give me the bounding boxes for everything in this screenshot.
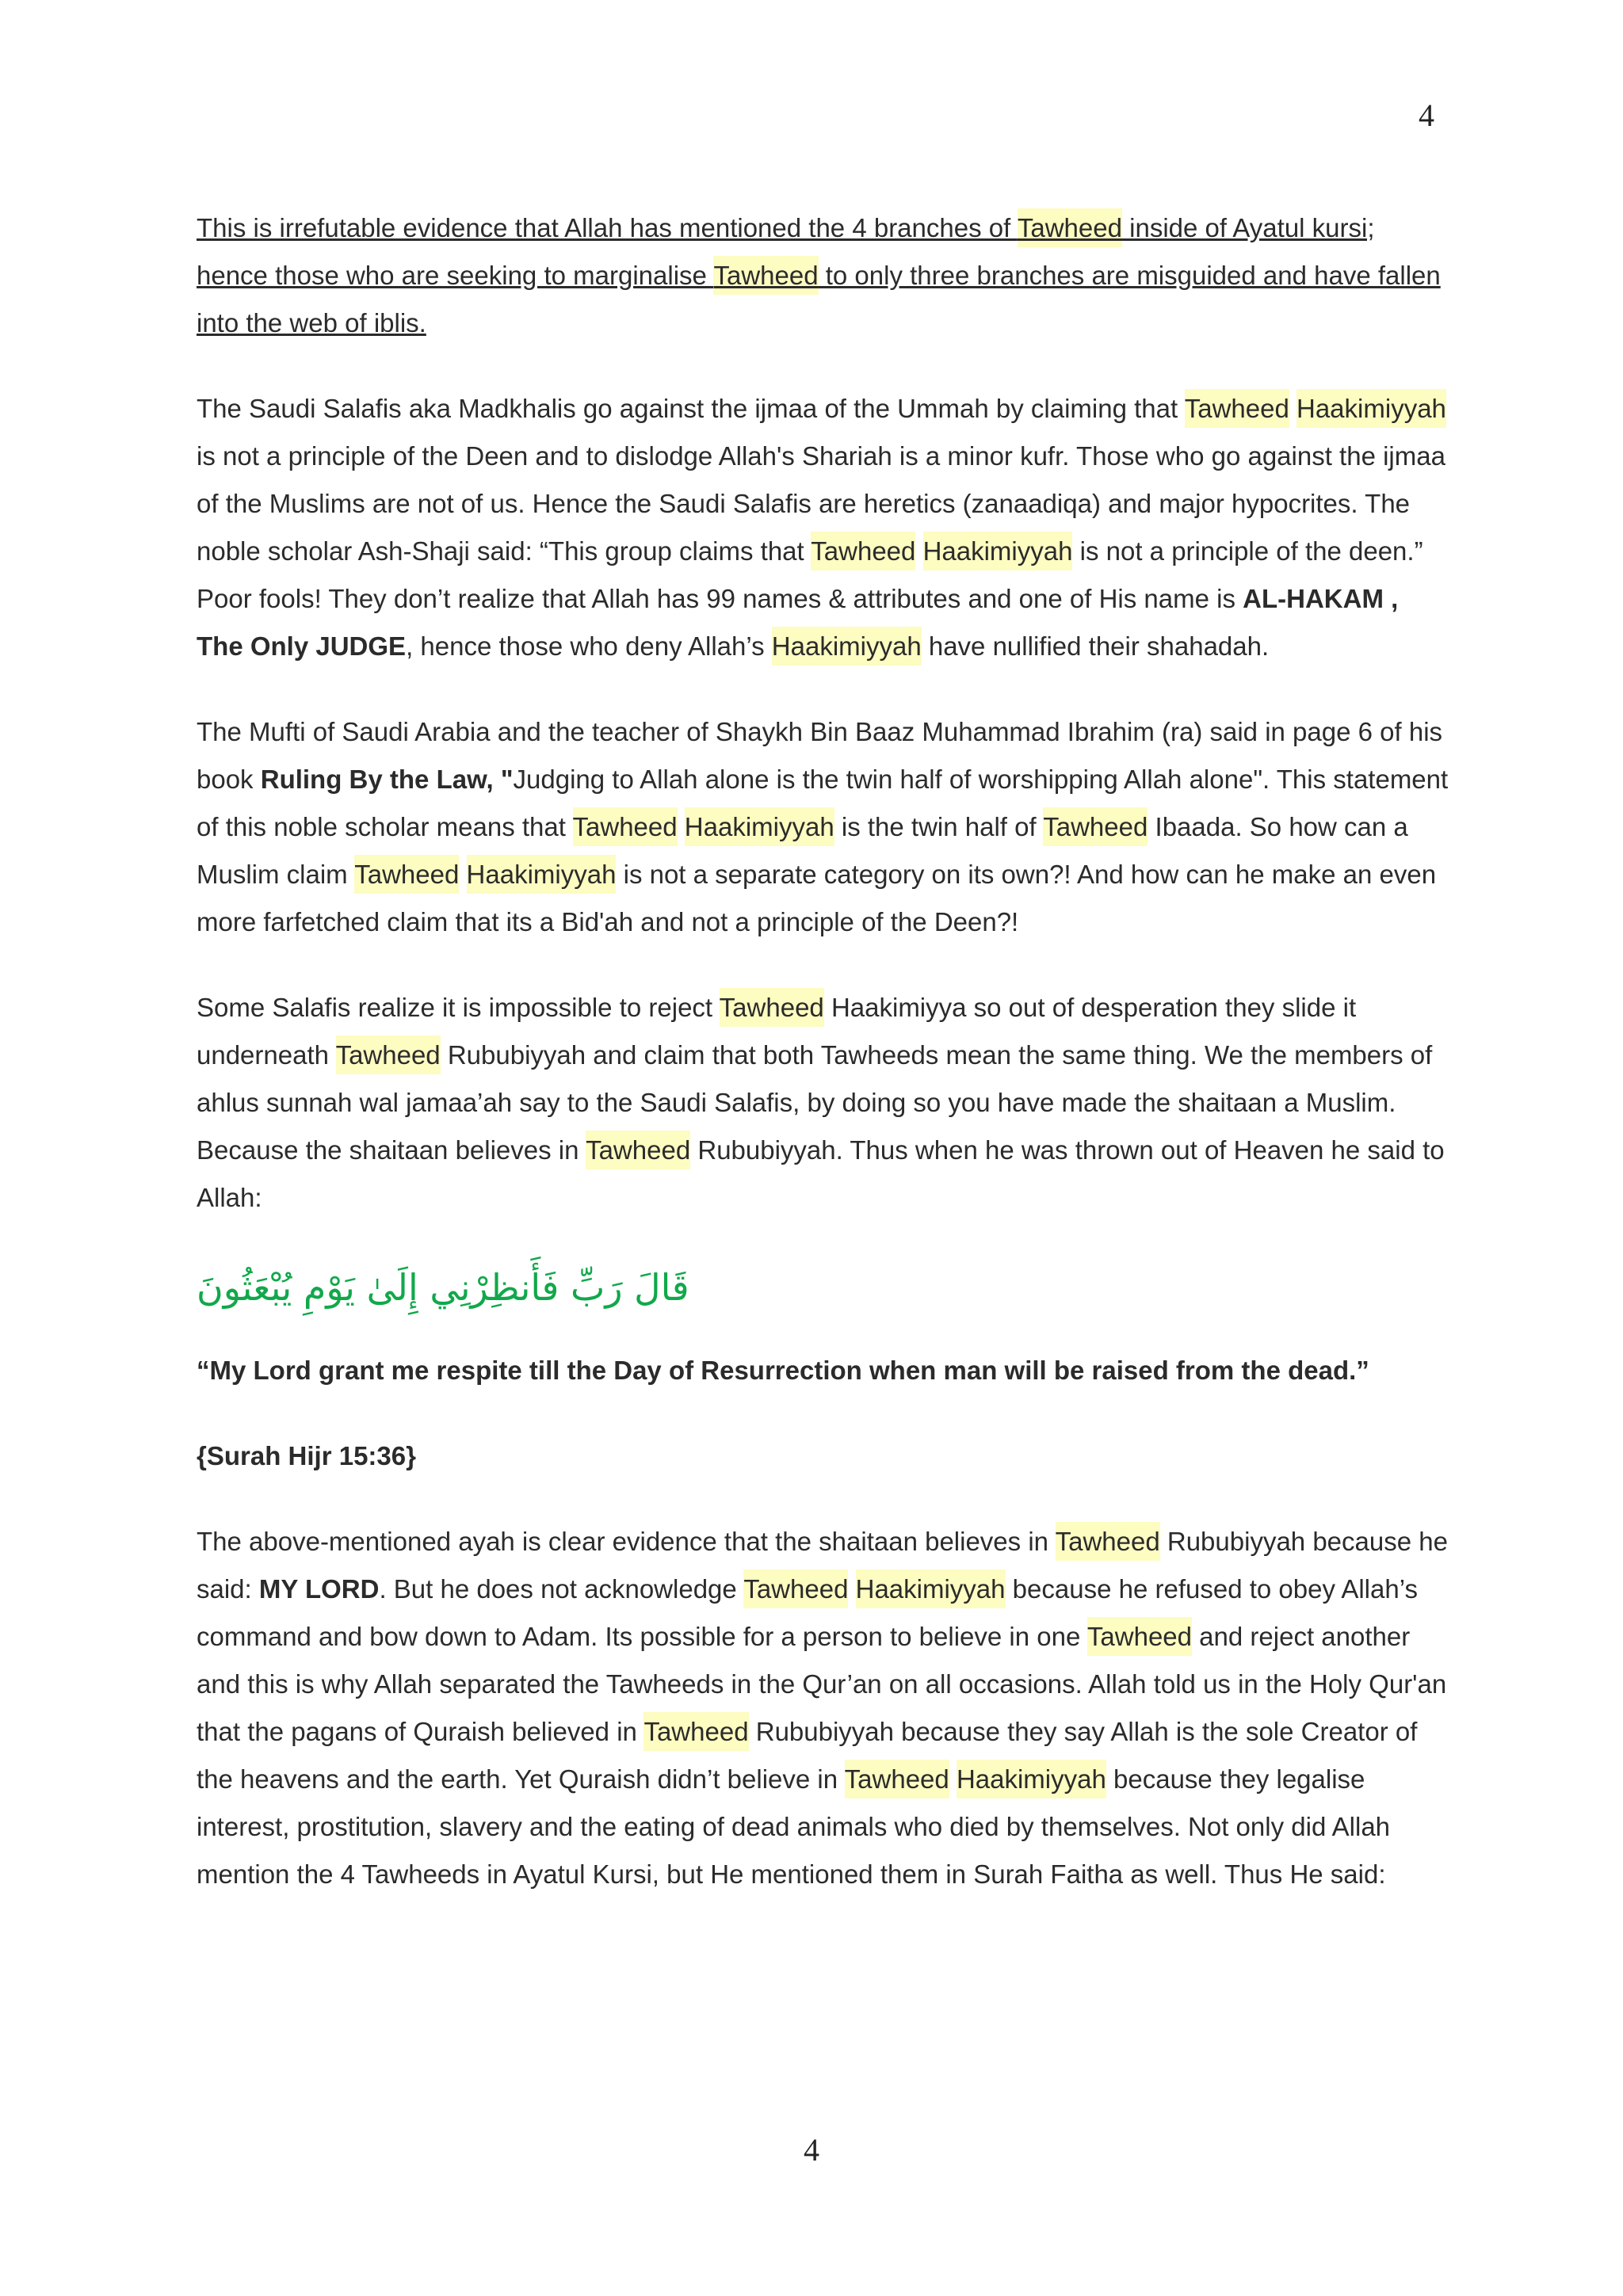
page-number-top: 4 bbox=[1419, 97, 1434, 133]
highlight-tawheed: Tawheed bbox=[1043, 807, 1148, 846]
highlight-tawheed: Tawheed bbox=[573, 807, 678, 846]
highlight-tawheed: Tawheed bbox=[1018, 208, 1122, 247]
highlight-haakimiyyah: Haakimiyyah bbox=[856, 1569, 1006, 1608]
highlight-haakimiyyah: Haakimiyyah bbox=[772, 627, 922, 666]
highlight-haakimiyyah: Haakimiyyah bbox=[467, 855, 617, 894]
highlight-haakimiyyah: Haakimiyyah bbox=[957, 1760, 1106, 1798]
arabic-verse: قَالَ رَبِّ فَأَنظِرْنِي إِلَىٰ يَوْمِ يُبْعَثُونَ bbox=[197, 1266, 689, 1309]
paragraph-3: The Mufti of Saudi Arabia and the teacher of Shaykh Bin Baaz Muhammad Ibrahim (ra) said in page 6 of his book Ruling By the Law, "Judging to Allah alone is the twin half of worshipping Allah alone". This statement of this noble scholar means that Tawheed Haakimiyyah is the twin half of Tawheed Ibaada. So how can a Muslim claim Tawheed Haakimiyyah is not a separate category on its own?! And how can he make an even more farfetched claim that its a Bid'ah and not a principle of the Deen?! bbox=[197, 717, 1449, 936]
highlight-tawheed: Tawheed bbox=[336, 1035, 441, 1074]
highlight-tawheed: Tawheed bbox=[354, 855, 459, 894]
highlight-tawheed: Tawheed bbox=[720, 988, 824, 1027]
paragraph-4: Some Salafis realize it is impossible to reject Tawheed Haakimiyya so out of desperation they slide it underneath Tawheed Rububiyyah and claim that both Tawheeds mean the same thing. We the members of ahlus sunnah wal jamaa’ah say to the Saudi Salafis, by doing so you have made the shaitaan a Muslim. Because the shaitaan believes in Tawheed Rububiyyah. Thus when he was thrown out of Heaven he said to Allah: bbox=[197, 984, 1449, 1222]
highlight-tawheed: Tawheed bbox=[1056, 1522, 1160, 1561]
document-body bbox=[197, 204, 1449, 1936]
paragraph-2: The Saudi Salafis aka Madkhalis go against the ijmaa of the Ummah by claiming that Tawheed Haakimiyyah is not a principle of the Deen and to dislodge Allah's Shariah is a minor kufr. Those who go against the ijmaa of the Muslims are not of us. Hence the Saudi Salafis are heretics (zanaadiqa) and major hypocrites. The noble scholar Ash-Shaji said: “This group claims that Tawheed Haakimiyyah is not a principle of the deen.” Poor fools! They don’t realize that Allah has 99 names & attributes and one of His name is AL-HAKAM , The Only JUDGE, hence those who deny Allah’s Haakimiyyah have nullified their shahadah. bbox=[197, 385, 1449, 670]
verse-translation: “My Lord grant me respite till the Day of Resurrection when man will be raised from the dead.” bbox=[197, 1356, 1369, 1385]
highlight-haakimiyyah: Haakimiyyah bbox=[1296, 389, 1446, 428]
verse-reference: {Surah Hijr 15:36} bbox=[197, 1441, 416, 1470]
bold-my-lord: MY LORD bbox=[258, 1574, 380, 1604]
highlight-tawheed: Tawheed bbox=[713, 256, 818, 295]
highlight-tawheed: Tawheed bbox=[743, 1569, 848, 1608]
paragraph-1: This is irrefutable evidence that Allah has mentioned the 4 branches of Tawheed inside of Ayatul kursi; hence those who are seeking to marginalise Tawheed to only three branches are misguided and have fallen into the web of iblis. bbox=[197, 204, 1449, 347]
bold-al-hakam: AL-HAKAM , The Only JUDGE bbox=[197, 584, 1399, 661]
paragraph-5: The above-mentioned ayah is clear evidence that the shaitaan believes in Tawheed Rububiyyah because he said: MY LORD. But he does not acknowledge Tawheed Haakimiyyah because he refused to obey Allah’s command and bow down to Adam. Its possible for a person to believe in one Tawheed and reject another and this is why Allah separated the Tawheeds in the Qur’an on all occasions. Allah told us in the Holy Qur'an that the pagans of Quraish believed in Tawheed Rububiyyah because they say Allah is the sole Creator of the heavens and the earth. Yet Quraish didn’t believe in Tawheed Haakimiyyah because they legalise interest, prostitution, slavery and the eating of dead animals who died by themselves. Not only did Allah mention the 4 Tawheeds in Ayatul Kursi, but He mentioned them in Surah Faitha as well. Thus He said: bbox=[197, 1518, 1449, 1898]
highlight-tawheed: Tawheed bbox=[1087, 1617, 1192, 1656]
highlight-haakimiyyah: Haakimiyyah bbox=[685, 807, 834, 846]
highlight-tawheed: Tawheed bbox=[845, 1760, 949, 1798]
page-number-bottom: 4 bbox=[804, 2132, 819, 2168]
highlight-tawheed: Tawheed bbox=[811, 532, 915, 570]
bold-book-title: Ruling By the Law, " bbox=[260, 765, 514, 794]
highlight-tawheed: Tawheed bbox=[586, 1131, 690, 1169]
highlight-tawheed: Tawheed bbox=[643, 1712, 748, 1751]
highlight-haakimiyyah: Haakimiyyah bbox=[923, 532, 1073, 570]
highlight-tawheed: Tawheed bbox=[1185, 389, 1289, 428]
